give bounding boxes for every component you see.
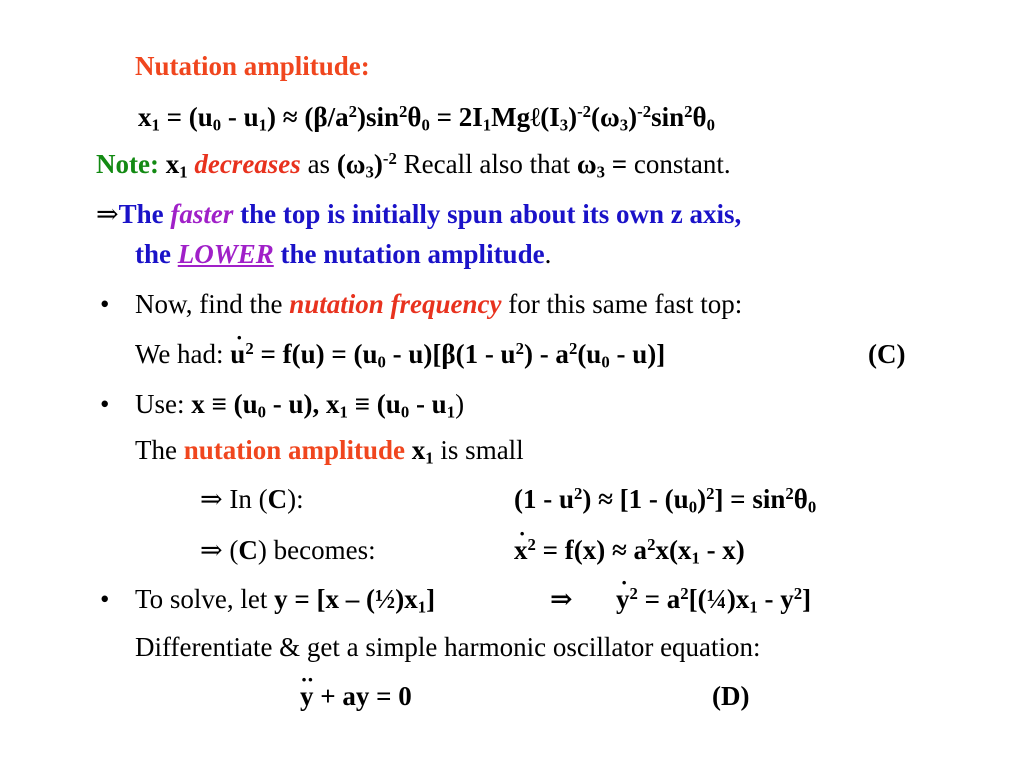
implies-arrow-icon: ⇒ <box>200 535 223 565</box>
nutation-amplitude-equation: $x_1 = (u_0 - u_1) \approx (\beta/a^2)\sin^2\theta_0$ = $2I_1Mg\ell(I_3)^{-2}(\omega_3)^{-2}\sin^2\theta_0$ <box>138 101 715 135</box>
note-line: Note: $x_1$ decreases as $(\omega_3)^{-2}$ Recall also that $\omega_3$ = constant. <box>96 148 731 182</box>
implies-arrow-icon: ⇒ <box>550 584 573 614</box>
faster-conclusion-line1: ⇒The faster the top is initially spun about its own z axis, <box>96 199 742 229</box>
bullet-icon: • <box>100 584 110 614</box>
bullet-to-solve: To solve, let $y = [x - (\frac{1}{2})x_1]$ <box>135 584 436 617</box>
equation-tag-d: (D) <box>712 681 750 711</box>
differentiate-line: Differentiate & get a simple harmonic oscillator equation: <box>135 632 761 662</box>
faster-conclusion-line2: the LOWER the nutation amplitude. <box>135 239 552 269</box>
decreases-text: decreases <box>194 149 301 179</box>
sho-equation: ·· y + ay = 0 <box>300 680 412 712</box>
implies-arrow-icon: ⇒ <box>200 484 223 514</box>
in-c-line: ⇒ In (C): <box>200 484 304 514</box>
implies-arrow-icon: ⇒ <box>96 199 119 229</box>
equation-tag-c: (C) <box>868 339 906 369</box>
bullet-icon: • <box>100 289 110 319</box>
bullet-icon: • <box>100 389 110 419</box>
section-heading: Nutation amplitude: <box>135 51 370 81</box>
bullet-nutation-frequency: Now, find the nutation frequency for this same fast top: <box>135 289 743 319</box>
note-label: Note: <box>96 149 159 179</box>
to-solve-equation: · $y^2$ = $a^2[(\frac{1}{4})x_1 - y^2]$ <box>616 583 811 615</box>
in-c-equation: $(1 - u^2) \approx [1 - (u_0)^2] = \sin^2\theta_0$ <box>514 483 817 517</box>
bullet-use-definitions: Use: $x \equiv (u_0 - u)$, $x_1 \equiv (u_0 - u_1)$ <box>135 389 465 422</box>
amplitude-small-line: The nutation amplitude $x_1$ is small <box>135 435 524 468</box>
we-had-equation: We had: · $u^2 = f(u) = (u_0 - u)[\beta(1 - u^2) - a^2(u_0 - u)]$ <box>135 338 665 370</box>
c-becomes-line: ⇒ (C) becomes: <box>200 535 376 565</box>
c-becomes-equation: · $x^2 = f(x) \approx a^2x(x_1 - x)$ <box>514 534 745 566</box>
